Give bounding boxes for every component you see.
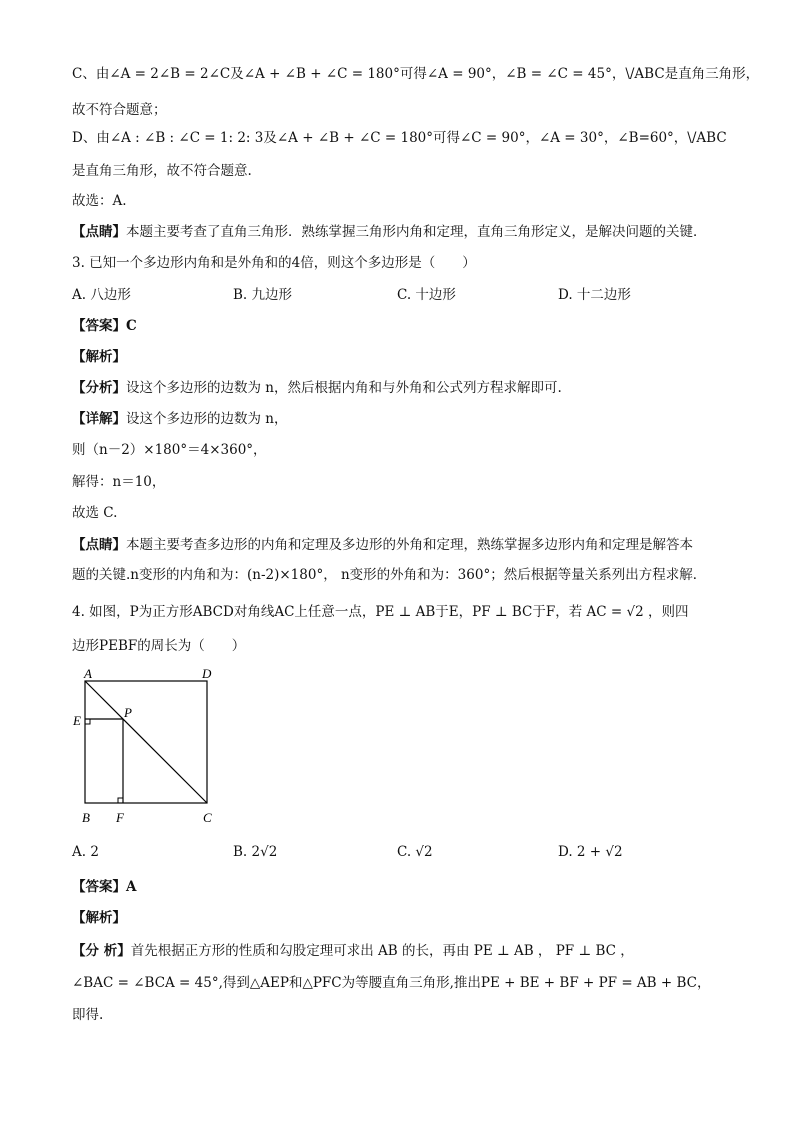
dianjing2-tag: 【点睛】	[72, 537, 126, 553]
dianjing-tag: 【点睛】	[72, 224, 126, 240]
question-3: 3. 已知一个多边形内角和是外角和的4倍，则这个多边形是（ ）	[72, 255, 476, 271]
q3-fenxi	[72, 378, 562, 398]
label-p: P	[124, 705, 132, 720]
question-4-line1: 4. 如图，P为正方形ABCD对角线AC上任意一点，PE ⊥ AB于E，PF ⊥ BC于F，若 AC = √2 ，则四	[72, 604, 689, 620]
q3-option-c: C. 十边形	[397, 287, 456, 303]
line-select-a: 故选：A.	[72, 193, 127, 209]
xiangjie-tag: 【详解】	[72, 411, 126, 427]
line-c-conclusion: 故不符合题意；	[72, 102, 167, 118]
right-angle-f	[118, 798, 123, 803]
label-c: C	[203, 810, 212, 825]
q4-option-b: B. 2√2	[233, 844, 278, 860]
question-4-line2: 边形PEBF的周长为（ ）	[72, 638, 246, 654]
label-a: A	[84, 666, 92, 681]
q3-option-b: B. 九边形	[233, 287, 293, 303]
q4-option-c: C. √2	[397, 844, 433, 860]
dianjing-text: 本题主要考查了直角三角形．熟练掌握三角形内角和定理，直角三角形定义，是解决问题的关键．	[126, 224, 707, 240]
q4-fenxi-1	[72, 941, 634, 961]
q4-option-a: A. 2	[72, 844, 99, 860]
label-e: E	[73, 713, 81, 728]
line-dianjing-1	[72, 222, 707, 242]
fenxi-text: 设这个多边形的边数为 n，然后根据内角和与外角和公式列方程求解即可.	[126, 380, 562, 396]
q3-equation: 则（n－2）×180°＝4×360°，	[72, 442, 267, 458]
line-d-option: D、由∠A : ∠B : ∠C = 1: 2: 3及∠A + ∠B + ∠C = 180°可得∠C = 90°，∠A = 30°，∠B=60°，\/ABC	[72, 130, 727, 146]
q3-dianjing-1	[72, 535, 693, 555]
dianjing2-text: 本题主要考查多边形的内角和定理及多边形的外角和定理，熟练掌握多边形内角和定理是解答本	[126, 537, 693, 553]
q3-select-c: 故选 C.	[72, 505, 118, 521]
fenxi2-tag: 【分 析】	[72, 943, 131, 959]
q3-option-a: A. 八边形	[72, 287, 131, 303]
label-f: F	[116, 810, 124, 825]
xiangjie-text: 设这个多边形的边数为 n，	[126, 411, 288, 427]
q3-answer: 【答案】C	[72, 318, 137, 334]
q3-option-d: D. 十二边形	[558, 287, 631, 303]
diagonal-ac	[85, 681, 207, 803]
line-d-conclusion: 是直角三角形，故不符合题意.	[72, 163, 252, 179]
label-b: B	[82, 810, 90, 825]
q3-xiangjie	[72, 409, 288, 429]
q4-answer: 【答案】A	[72, 879, 137, 895]
q4-option-d: D. 2 + √2	[558, 844, 623, 860]
q3-dianjing-2: 题的关键.n变形的内角和为：(n-2)×180°， n变形的外角和为：360°；然后根据等量关系列出方程求解．	[72, 567, 707, 583]
square-figure	[68, 664, 228, 832]
label-d: D	[202, 666, 212, 681]
line-c-option: C、由∠A = 2∠B = 2∠C及∠A + ∠B + ∠C = 180°可得∠A = 90°，∠B = ∠C = 45°，\/ABC是直角三角形，	[72, 66, 760, 82]
q4-analysis-heading: 【解析】	[72, 910, 126, 926]
q4-fenxi-2: ∠BAC = ∠BCA = 45°,得到△AEP和△PFC为等腰直角三角形,推出PE + BE + BF + PF = AB + BC，	[72, 975, 711, 991]
fenxi-tag: 【分析】	[72, 380, 126, 396]
q4-fenxi-3: 即得.	[72, 1007, 104, 1023]
right-angle-e	[85, 719, 90, 724]
fenxi2-text: 首先根据正方形的性质和勾股定理可求出 AB 的长，再由 PE ⊥ AB ， PF ⊥ BC ，	[130, 943, 634, 959]
q3-analysis-heading: 【解析】	[72, 349, 126, 365]
q3-solution: 解得：n＝10，	[72, 474, 166, 490]
